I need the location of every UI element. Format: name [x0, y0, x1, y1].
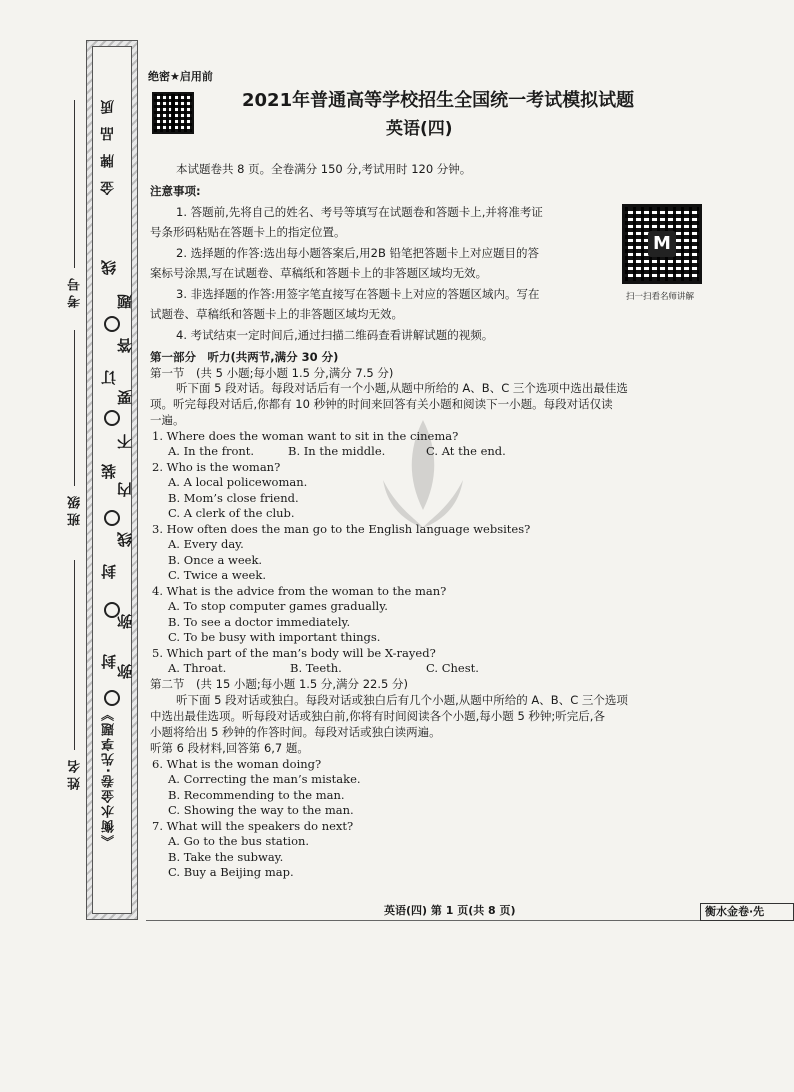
notice-line: 1. 答题前,先将自己的姓名、考号等填写在试题卷和答题卡上,并将准考证: [176, 205, 543, 219]
name-blank: [74, 560, 75, 750]
option-text: B. Mom’s close friend.: [168, 491, 299, 505]
option-text: A. To stop computer games gradually.: [168, 599, 388, 613]
option-text: C. Buy a Beijing map.: [168, 865, 294, 879]
binding-char: 线: [116, 528, 134, 547]
section1-instruction: 项。听完每段对话后,你都有 10 秒钟的时间来回答有关小题和阅读下一小题。每段对话仅读: [150, 397, 613, 411]
option-text: A. A local policewoman.: [168, 475, 308, 489]
section1-instruction: 一遍。: [150, 413, 185, 427]
exam-no-label: 考号: [68, 274, 83, 308]
binding-char: 封: [100, 650, 118, 669]
intro-text: 本试题卷共 8 页。全卷满分 150 分,考试用时 120 分钟。: [176, 162, 472, 176]
notice-line: 2. 选择题的作答:选出每小题答案后,用2B 铅笔把答题卡上对应题目的答: [176, 246, 540, 260]
question-text: 7. What will the speakers do next?: [152, 819, 354, 833]
question-text: 6. What is the woman doing?: [152, 757, 322, 771]
qr-caption: 扫一扫看名师讲解: [626, 292, 695, 302]
brand-vertical-text: 金 牌 品 质: [100, 96, 116, 195]
option-text: B. Recommending to the man.: [168, 788, 345, 802]
option-text: C. Chest.: [426, 661, 479, 675]
binding-circle: [104, 690, 120, 706]
class-blank: [74, 330, 75, 486]
option-text: B. Teeth.: [290, 661, 342, 675]
binding-char: 内: [116, 478, 134, 497]
secret-label: 绝密★启用前: [148, 70, 213, 83]
option-text: B. To see a doctor immediately.: [168, 615, 351, 629]
option-text: B. In the middle.: [288, 444, 386, 458]
option-text: C. At the end.: [426, 444, 506, 458]
series-vertical-text: 《衡水金卷·先享题》: [102, 706, 117, 848]
name-label: 姓名: [68, 756, 83, 790]
page-title: 2021年普通高等学校招生全国统一考试模拟试题: [242, 90, 635, 111]
binding-char: 答: [116, 334, 134, 353]
option-text: A. Every day.: [168, 537, 244, 551]
section1-heading: 第一节 (共 5 小题;每小题 1.5 分,满分 7.5 分): [150, 366, 394, 380]
section1-instruction: 听下面 5 段对话。每段对话后有一个小题,从题中所给的 A、B、C 三个选项中选出最佳选: [176, 381, 628, 395]
binding-char: 订: [100, 366, 118, 385]
material-label: 听第 6 段材料,回答第 6,7 题。: [150, 741, 309, 755]
question-text: 1. Where does the woman want to sit in the cinema?: [152, 429, 459, 443]
option-text: B. Take the subway.: [168, 850, 284, 864]
binding-char: 不: [116, 430, 134, 449]
page-subtitle: 英语(四): [386, 119, 453, 139]
binding-char: 线: [100, 256, 118, 275]
binding-char: 弥: [116, 660, 134, 679]
binding-char: 题: [116, 290, 134, 309]
binding-circle: [104, 510, 120, 526]
notice-line: 3. 非选择题的作答:用签字笔直接写在答题卡上对应的答题区域内。写在: [176, 287, 540, 301]
binding-circle: [104, 410, 120, 426]
notice-line: 案标号涂黑,写在试题卷、草稿纸和答题卡上的非答题区域均无效。: [150, 266, 488, 280]
question-text: 4. What is the advice from the woman to the man?: [152, 584, 447, 598]
question-text: 3. How often does the man go to the English language websites?: [152, 522, 531, 536]
section2-instruction: 中选出最佳选项。听每段对话或独白前,你将有时间阅读各个小题,每小题 5 秒钟;听完后,各: [150, 709, 605, 723]
binding-circle: [104, 316, 120, 332]
option-text: A. In the front.: [168, 444, 255, 458]
exam-no-blank: [74, 100, 75, 268]
binding-char: 装: [100, 460, 118, 479]
qr-logo-m: M: [648, 231, 676, 257]
option-text: C. A clerk of the club.: [168, 506, 295, 520]
binding-char: 封: [100, 560, 118, 579]
binding-char: 弥: [116, 610, 134, 629]
notice-line: 试题卷、草稿纸和答题卡上的非答题区域均无效。: [150, 307, 403, 321]
option-text: B. Once a week.: [168, 553, 263, 567]
option-text: C. Twice a week.: [168, 568, 266, 582]
page-number: 英语(四) 第 1 页(共 8 页): [384, 904, 516, 917]
section2-instruction: 小题将给出 5 秒钟的作答时间。每段对话或独白读两遍。: [150, 725, 441, 739]
option-text: A. Throat.: [168, 661, 227, 675]
option-text: A. Go to the bus station.: [168, 834, 310, 848]
section2-instruction: 听下面 5 段对话或独白。每段对话或独白后有几个小题,从题中所给的 A、B、C 三个选项: [176, 693, 628, 707]
small-qr-code: [152, 92, 194, 134]
option-text: A. Correcting the man’s mistake.: [168, 772, 361, 786]
section2-heading: 第二节 (共 15 小题;每小题 1.5 分,满分 22.5 分): [150, 677, 408, 691]
part1-heading: 第一部分 听力(共两节,满分 30 分): [150, 350, 339, 364]
option-text: C. To be busy with important things.: [168, 630, 381, 644]
notice-heading: 注意事项:: [150, 184, 201, 198]
notice-line: 4. 考试结束一定时间后,通过扫描二维码查看讲解试题的视频。: [176, 328, 494, 342]
class-label: 班级: [68, 492, 83, 526]
question-text: 2. Who is the woman?: [152, 460, 281, 474]
footer-brand: 衡水金卷·先: [700, 903, 794, 921]
notice-line: 号条形码粘贴在答题卡上的指定位置。: [150, 225, 346, 239]
option-text: C. Showing the way to the man.: [168, 803, 354, 817]
question-text: 5. Which part of the man’s body will be X-rayed?: [152, 646, 436, 660]
binding-char: 要: [116, 386, 134, 405]
footer-rule: [146, 920, 794, 921]
